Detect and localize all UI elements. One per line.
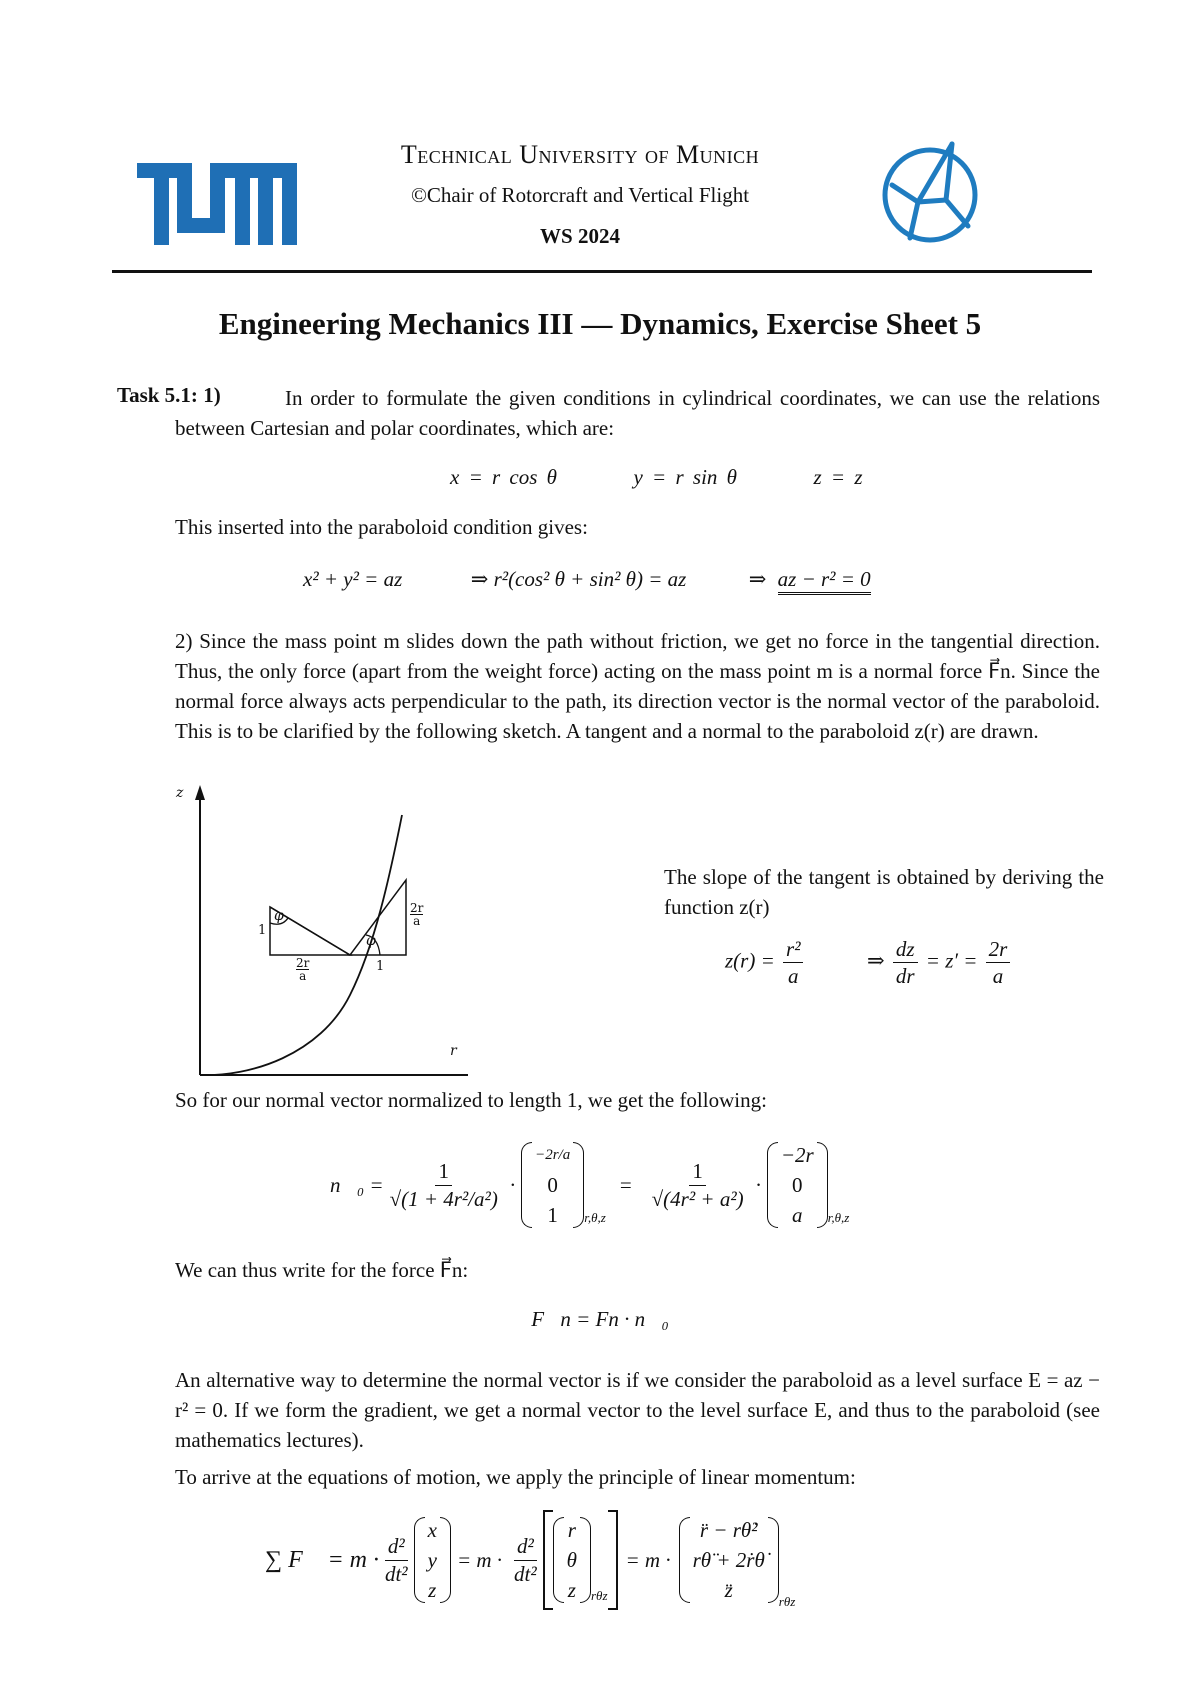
axis-z-label: z [176, 785, 184, 801]
sqrt-second: √(4r² + a²) [651, 1186, 744, 1211]
frac-den-a2: a [992, 964, 1004, 989]
vec1-subscript: r,θ,z [584, 1210, 606, 1225]
frac-den-a: a [788, 964, 799, 989]
frac-bottom-den: a [299, 969, 307, 983]
vec-y: y [427, 1548, 437, 1572]
frac-2r-a [986, 938, 1011, 987]
page-title: Engineering Mechanics III — Dynamics, Exercise Sheet 5 [218, 306, 982, 341]
frac-bottom-num: 2r [296, 956, 310, 970]
eq-m-second: = m · [625, 1547, 671, 1572]
eq-result: az − r² = 0 [778, 567, 871, 595]
acc-r: r̈ − rθ̇² [699, 1518, 758, 1542]
eq-paraboloid-cart: x² + y² = az [303, 567, 403, 591]
paraboloid-equation [303, 567, 871, 592]
university-name: Technical University of Munich [400, 140, 760, 169]
frac-dz-dr [893, 938, 918, 987]
eq-implies: ⇒ [748, 567, 767, 591]
normal-intro: So for our normal vector normalized to length 1, we get the following: [175, 1088, 767, 1112]
derivative-equation [725, 938, 1013, 987]
chair-name: ©Chair of Rotorcraft and Vertical Flight [410, 183, 750, 207]
rtz-subscript: rθz [591, 1588, 608, 1603]
frac-n0-first [387, 1160, 501, 1209]
force-equation: F⃗n = Fn · n⃗₀ [531, 1307, 669, 1331]
eq-m-first: = m · [456, 1547, 503, 1572]
frac-r2-a [783, 938, 803, 987]
vec1-r: −2r/a [535, 1147, 571, 1163]
frac-d2-dt2-second [511, 1535, 540, 1584]
vector-rtz [553, 1515, 591, 1605]
eq-paraboloid-polar: ⇒ r²(cos² θ + sin² θ) = az [470, 567, 687, 591]
polar-relations [450, 465, 863, 490]
angle-right: φ [366, 933, 376, 949]
z-prime: = z′ = [925, 948, 978, 973]
vec-r: r [567, 1518, 576, 1542]
acc-z: z̈ [724, 1578, 733, 1602]
vec-z: z [428, 1578, 437, 1602]
momentum-text: To arrive at the equations of motion, we apply the principle of linear momentum: [175, 1465, 856, 1489]
eq-x: x = r cos θ [450, 465, 557, 489]
vector-second [767, 1140, 828, 1230]
implies-symbol: ⇒ [866, 948, 885, 973]
alternative-text: An alternative way to determine the normal vector is if we consider the paraboloid as a level surface E = az − r² = 0. If we form the gradient, we get a normal vector to the level surface E, and thus to the paraboloid (see mathematics lectures). [175, 1368, 1100, 1452]
eq-z: z = z [813, 465, 863, 489]
paraboloid-sketch [170, 785, 470, 1080]
label-frac-right [410, 902, 423, 927]
label-frac-bottom [296, 957, 309, 982]
tum-logo [137, 163, 297, 245]
vec-theta: θ [566, 1548, 577, 1572]
axis-r-label: r [450, 1043, 457, 1059]
vec2-r: −2r [780, 1143, 814, 1167]
sqrt-first: √(1 + 4r²/a²) [389, 1186, 498, 1211]
frac-one-first: 1 [435, 1160, 452, 1185]
vector-acceleration [679, 1515, 779, 1605]
momentum-equation [265, 1510, 795, 1610]
part1-body: In order to formulate the given conditions in cylindrical coordinates, we can use the relations between Cartesian and polar coordinates, which are: [175, 386, 1100, 440]
angle-left: φ [274, 908, 284, 924]
vector-xyz [414, 1515, 451, 1605]
eq-between: = [619, 1172, 632, 1197]
acc-subscript: rθz [778, 1594, 796, 1609]
d2-second: d² [514, 1535, 537, 1560]
slope-text: The slope of the tangent is obtained by deriving the function z(r) [664, 865, 1104, 919]
label-one-left: 1 [258, 923, 267, 938]
acc-theta: rθ̈ + 2ṙθ̇ [692, 1548, 765, 1572]
sum-force: ∑ F⃗ = m · [265, 1546, 379, 1573]
frac-num-2r: 2r [986, 938, 1011, 963]
vec2-z: a [792, 1203, 803, 1227]
frac-d2-dt2-first [382, 1535, 411, 1584]
frac-one-second: 1 [689, 1160, 706, 1185]
frac-num-r2: r² [783, 938, 803, 963]
vec1-theta: 0 [547, 1173, 558, 1197]
d2-first: d² [385, 1535, 408, 1560]
dt2-first: dt² [384, 1561, 408, 1586]
task-label-text: Task 5.1: [117, 383, 198, 407]
label-one-right: 1 [376, 959, 385, 974]
square-bracket-left [543, 1510, 553, 1610]
eq-y: y = r sin θ [633, 465, 737, 489]
square-bracket-right [608, 1510, 618, 1610]
n0-label: n⃗₀ = [330, 1172, 384, 1197]
part2-text: 2) Since the mass point m slides down the path without friction, we get no force in the tangential direction. Thus, the only force (apart from the weight force) acting on the mass point m is a normal force F⃗n. Since the normal force always acts perpendicular to the path, its direction vector is the normal vector of the paraboloid. This is to be clarified by the following sketch. A tangent and a normal to the paraboloid z(r) are drawn. [175, 629, 1100, 743]
frac-den-dr: dr [895, 964, 915, 989]
vec2-subscript: r,θ,z [827, 1210, 850, 1225]
part1-number: 1) [203, 383, 221, 407]
dt2-second: dt² [514, 1561, 537, 1586]
chair-logo [880, 140, 980, 245]
vec-z2: z [567, 1578, 576, 1602]
frac-right-num: 2r [410, 901, 424, 915]
vector-first [521, 1140, 584, 1230]
force-intro: We can thus write for the force F⃗n: [175, 1258, 469, 1282]
vec-x: x [427, 1518, 437, 1542]
header-rule [112, 270, 1092, 273]
part1-text [175, 383, 1100, 443]
normal-vector-equation: n⃗₀ = $\frac{1}{\text{√(1 + 4r²/a²)}}$ · −2r/a 0 1 r,θ,z = $\frac{1}{\text{√(4r² + a²)}}$ · −2r 0 a r,θ,z [330, 1140, 849, 1230]
inserted-text: This inserted into the paraboloid condition gives: [175, 515, 588, 539]
frac-right-den: a [413, 914, 421, 928]
z-of-r: z(r) = [725, 948, 775, 973]
frac-n0-second [649, 1160, 747, 1209]
vec2-theta: 0 [792, 1173, 803, 1197]
frac-num-dz: dz [893, 938, 918, 963]
vec1-z: 1 [547, 1203, 558, 1227]
semester: WS 2024 [540, 224, 620, 248]
